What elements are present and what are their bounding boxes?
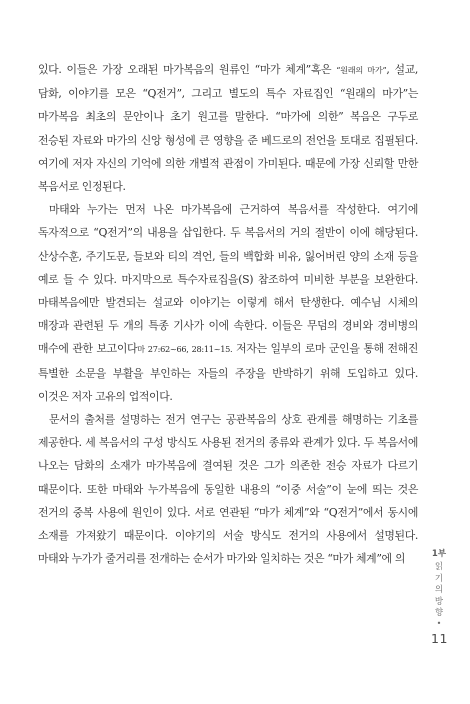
text-run: 문서의 출처를 설명하는 전거 연구는 공관복음의 상호 관계를 해명하는 기초를 제공한다. 세 복음서의 구성 방식도 사용된 전거의 종류와 관계가 있다. 두 복음서에 나오는 담화의 소재가 마가복음에 결여된 것은 그가 의존한 전승 자료가 다르기 때문이다. 또한 마태와 누가복음에 동일한 내용의 “이중 서술”이 눈에 띄는 것은 전거의 중복 사용에 원인이 있다. 서로 연관된 “마가 체계”와 “Q전거”에서 동시에 소재를 가져왔기 때문이다. 이야기의 서술 방식도 전거의 사용에서 설명된다. 마태와 누가가 줄거리를 전개하는 순서가 마가와 일치하는 것은 “마가 체계”에 의 [38,413,418,566]
paragraph-2 [38,198,418,408]
inline-note: “원래의 마가” [336,65,387,75]
section-title: 읽기의 방향 [434,562,444,618]
scripture-reference: 마 27:62~66, 28:11~15. [137,344,233,355]
part-label: 1부 [431,549,447,559]
text-run: 마태와 누가는 먼저 나온 마가복음에 근거하여 복음서를 작성한다. 여기에 독자적으로 “Q전거”의 내용을 삽입한다. 두 복음서의 거의 절반이 이에 해당된다. 산상수훈, 주기도문, 들보와 티의 격언, 들의 백합화 비유, 잃어버린 양의 소재 등을 예로 들 수 있다. 마지막으로 특수자료집을(S) 참조하여 미비한 부분을 보완한다. 마태복음에만 발견되는 설교와 이야기는 이렇게 해서 탄생한다. 예수님 시체의 매장과 관련된 두 개의 특종 기사가 이에 속한다. 이들은 무덤의 경비와 경비병의 매수에 관한 보고이다 [38,203,418,356]
page-body [38,58,418,570]
side-tab [431,548,447,646]
text-run: 저자는 일부의 로마 군인을 통해 전해진 특별한 소문을 부활을 부인하는 자들의 주장을 반박하기 위해 도입하고 있다. 이것은 저자 고유의 업적이다. [38,342,418,403]
page-number: 11 [431,630,448,646]
divider-dot: • [436,618,442,628]
paragraph-3 [38,408,418,570]
paragraph-1 [38,58,418,198]
text-run: , 설교, 담화, 이야기를 모은 “Q전거”, 그리고 별도의 특수 자료집인 “원래의 마가”는 마가복음 최초의 문안이나 초기 원고를 말한다. “마가에 의한” 복음은 구두로 전승된 자료와 마가의 신앙 형성에 큰 영향을 준 베드로의 전언을 토대로 집필된다. 여기에 저자 자신의 기억에 의한 개별적 관점이 가미된다. 때문에 가장 신뢰할 만한 복음서로 인정된다. [38,63,418,194]
text-run: 있다. 이들은 가장 오래된 마가복음의 원류인 “마가 체계”혹은 [38,63,337,76]
